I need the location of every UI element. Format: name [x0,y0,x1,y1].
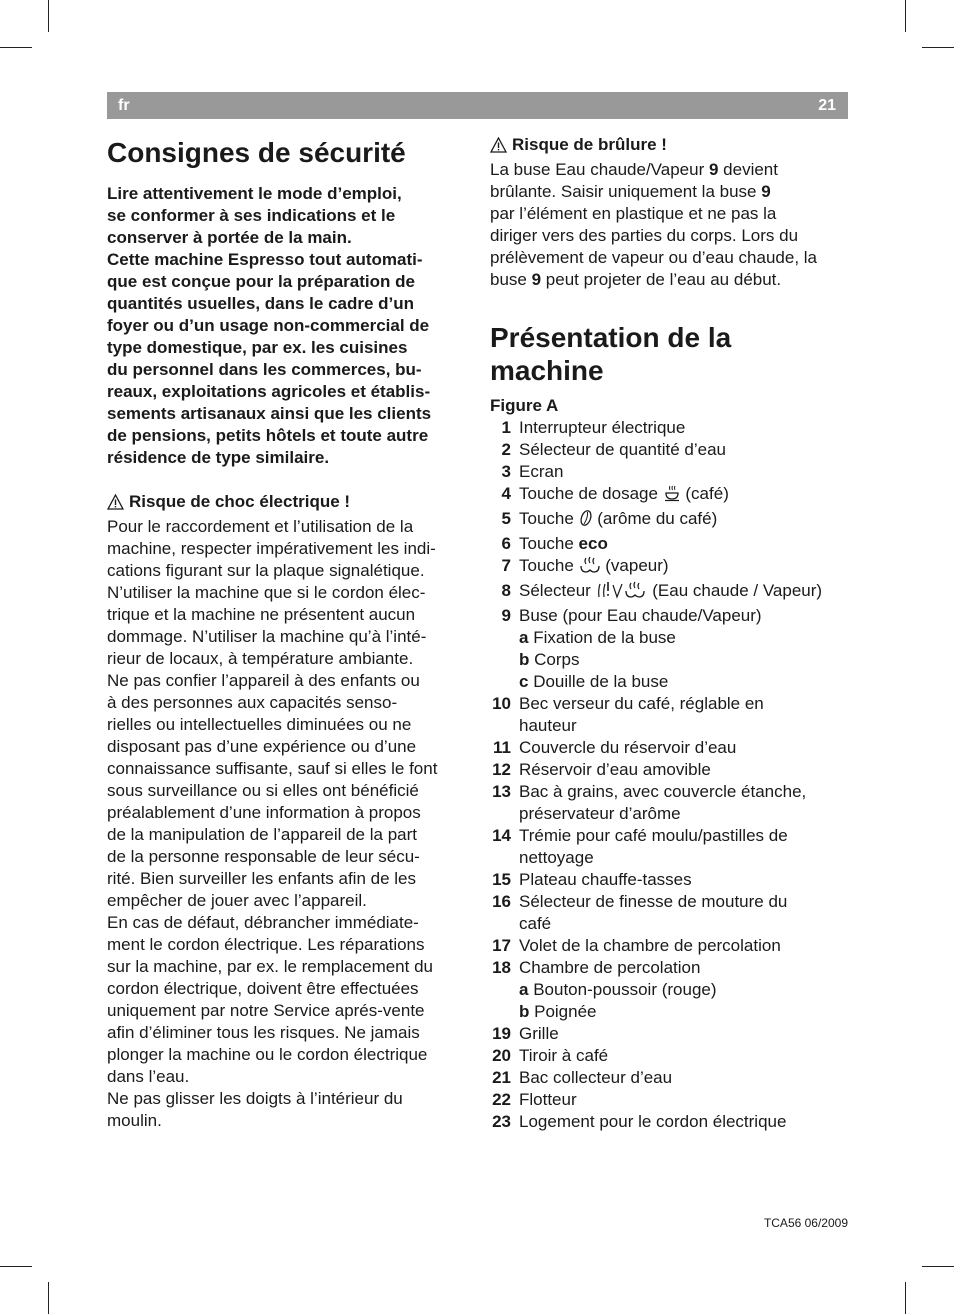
part-label [519,957,850,1023]
part-label [519,891,850,935]
part-label: Touche (arôme du café) [519,508,850,533]
text-line: Pour le raccordement et l’utilisation de la [107,517,414,536]
part-label [519,737,850,759]
text-line: Cette machine Espresso tout automati- [107,250,423,269]
text-line: de pensions, petits hôtels et toute autre [107,426,429,445]
crop-mark [0,1266,32,1267]
part-number: 12 [492,760,511,779]
part-number: 7 [501,556,511,575]
text-line: empêcher de jouer avec l’appareil. [107,891,367,910]
safety-title: Consignes de sécurité [107,137,406,168]
safety-intro [107,183,467,469]
part-number: 4 [501,484,511,503]
part-label [519,1045,850,1067]
part-item [490,891,850,935]
crop-mark [905,1282,906,1314]
warning-triangle-icon [490,137,507,159]
text-line: rielles ou intellectuelles diminuées ou ne [107,715,412,734]
text-line: à des personnes aux capacités senso- [107,693,398,712]
text-line: Ne pas glisser les doigts à l’intérieur du [107,1089,403,1108]
language-code: fr [118,97,130,114]
figure-label: Figure A [490,396,559,415]
part-number: 17 [492,936,511,955]
shock-warning-label: Risque de choc électrique ! [129,492,351,511]
text-line: de la personne responsable de leur sécu- [107,847,420,866]
part-item [490,533,850,555]
part-label [519,439,850,461]
text-line: disposant pas d’une expérience ou d’une [107,737,417,756]
part-item [490,759,850,781]
part-number: 13 [492,782,511,801]
part-number: 8 [501,581,511,600]
crop-mark [922,47,954,48]
coffee-cup-icon [663,484,681,508]
text-line: conserver à portée de la main. [107,228,352,247]
part-label-text: Tiroir à café [519,1046,609,1065]
text-line: préalablement d’une information à propos [107,803,421,822]
text-line: rieur de locaux, à température ambiante. [107,649,414,668]
part-label-text: Couvercle du réservoir d’eau [519,738,737,757]
part-label [519,1111,850,1133]
part-number: 15 [492,870,511,889]
text-line: prélèvement de vapeur ou d’eau chaude, la [490,248,818,267]
text-line: foyer ou d’un usage non-commercial de [107,316,430,335]
part-label [519,461,850,483]
page-number: 21 [818,97,836,114]
part-subitem-letter: b [519,1002,530,1021]
part-item [490,957,850,1023]
right-column [490,134,850,1133]
text-line: par l’élément en plastique et ne pas la [490,204,777,223]
text-line: machine, respecter impérativement les indi- [107,539,436,558]
crop-mark [48,1282,49,1314]
text-line: diriger vers des parties du corps. Lors du [490,226,799,245]
text-line: sur la machine, par ex. le remplacement du [107,957,433,976]
text-line: moulin. [107,1111,162,1130]
water-steam-icon [596,581,648,605]
crop-mark [0,47,32,48]
text-line: de la manipulation de l’appareil de la part [107,825,417,844]
text-line: ment le cordon électrique. Les réparations [107,935,425,954]
part-label-line: Bac à grains, avec couvercle étanche, [519,782,807,801]
part-item [490,417,850,439]
part-label: Touche de dosage (café) [519,483,850,508]
reference-number: 9 [531,270,542,289]
part-item [490,869,850,891]
part-subitem-letter: a [519,628,529,647]
part-number: 11 [493,738,511,757]
text-line: sous surveillance ou si elles ont bénéficié [107,781,419,800]
part-item [490,580,850,605]
part-label-text: Plateau chauffe-tasses [519,870,692,889]
part-number: 22 [492,1090,511,1109]
part-label-text: Buse (pour Eau chaude/Vapeur) [519,606,762,625]
part-item [490,737,850,759]
text-line: cations figurant sur la plaque signalétique. [107,561,425,580]
reference-number: 9 [708,160,719,179]
part-number: 5 [501,509,511,528]
part-item [490,1045,850,1067]
text-line: type domestique, par ex. les cuisines [107,338,408,357]
part-number: 9 [501,606,511,625]
part-item [490,461,850,483]
part-label-text: Volet de la chambre de percolation [519,936,781,955]
part-label-line: Trémie pour café moulu/pastilles de [519,826,788,845]
part-label-text: Ecran [519,462,564,481]
text-line: En cas de défaut, débrancher immédiate- [107,913,419,932]
coffee-bean-icon [579,509,593,533]
text-line: plonger la machine ou le cordon électrique [107,1045,428,1064]
text-line: cordon électrique, doivent être effectuées [107,979,419,998]
crop-mark [48,0,49,32]
part-item [490,483,850,508]
steam-icon [579,556,601,580]
document-footer: TCA56 06/2009 [763,1216,848,1230]
part-subitem: b Poignée [519,1002,597,1021]
part-label: Touche (vapeur) [519,555,850,580]
text-line: dommage. N’utiliser la machine qu’à l’inté- [107,627,427,646]
left-column [107,134,467,1132]
part-label-text: Chambre de percolation [519,958,701,977]
text-line: connaissance suffisante, sauf si elles le font [107,759,438,778]
part-bold-label: eco [578,534,608,553]
burn-warning-text [490,159,850,291]
part-number: 10 [492,694,511,713]
part-item [490,1111,850,1133]
text-line: buse 9 peut projeter de l’eau au début. [490,270,782,289]
part-subitem: a Fixation de la buse [519,628,676,647]
part-subitem-letter: b [519,650,530,669]
part-label-line: Sélecteur de finesse de mouture du [519,892,788,911]
part-number: 20 [492,1046,511,1065]
burn-warning-heading [490,134,850,159]
shock-warning-heading [107,491,467,516]
part-subitem: a Bouton-poussoir (rouge) [519,980,717,999]
presentation-title: Présentation de la machine [490,322,732,386]
part-item [490,439,850,461]
part-label [519,935,850,957]
parts-list [490,417,850,1133]
part-label [519,1067,850,1089]
burn-warning-label: Risque de brûlure ! [512,135,667,154]
part-label-text: Logement pour le cordon électrique [519,1112,787,1131]
part-label [519,605,850,693]
text-line: dans l’eau. [107,1067,190,1086]
part-item [490,1023,850,1045]
part-label-text: Sélecteur de quantité d’eau [519,440,726,459]
text-line: se conformer à ses indications et le [107,206,396,225]
part-label-text: Interrupteur électrique [519,418,686,437]
part-item [490,935,850,957]
part-label-text: Réservoir d’eau amovible [519,760,711,779]
part-label-line: nettoyage [519,848,594,867]
part-number: 3 [501,462,511,481]
text-line: résidence de type similaire. [107,448,330,467]
part-label [519,693,850,737]
text-line: quantités usuelles, dans le cadre d’un [107,294,415,313]
crop-mark [905,0,906,32]
text-line: Lire attentivement le mode d’emploi, [107,184,402,203]
part-subitem: c Douille de la buse [519,672,669,691]
part-label-line: café [519,914,552,933]
part-subitem-letter: a [519,980,529,999]
part-item [490,1089,850,1111]
part-label [519,869,850,891]
part-label-text: Flotteur [519,1090,577,1109]
part-number: 16 [492,892,511,911]
text-line: N’utiliser la machine que si le cordon élec- [107,583,426,602]
part-label-line: hauteur [519,716,577,735]
part-item [490,781,850,825]
text-line: uniquement par notre Service aprés-vente [107,1001,425,1020]
part-number: 14 [492,826,511,845]
reference-number: 9 [761,182,771,201]
part-item [490,825,850,869]
crop-mark [922,1266,954,1267]
part-item [490,508,850,533]
part-label [519,417,850,439]
part-label-line: préservateur d’arôme [519,804,681,823]
part-label: Touche eco [519,534,608,553]
part-label [519,781,850,825]
part-item [490,1067,850,1089]
part-number: 1 [501,418,511,437]
part-label-text: Grille [519,1024,559,1043]
text-line: brûlante. Saisir uniquement la buse 9 [490,182,771,201]
part-number: 2 [501,440,511,459]
part-label [519,759,850,781]
part-number: 6 [501,534,511,553]
text-line: reaux, exploitations agricoles et établis- [107,382,431,401]
text-line: La buse Eau chaude/Vapeur 9 devient [490,160,778,179]
part-subitem-letter: c [519,672,529,691]
shock-warning-text [107,516,467,1132]
part-number: 23 [492,1112,511,1131]
text-line: trique et la machine ne présentent aucun [107,605,416,624]
part-label [519,825,850,869]
text-line: du personnel dans les commerces, bu- [107,360,422,379]
part-item [490,555,850,580]
page-header-bar [107,92,848,119]
text-line: afin d’éliminer tous les risques. Ne jamais [107,1023,420,1042]
part-label-text: Bac collecteur d’eau [519,1068,673,1087]
text-line: sements artisanaux ainsi que les clients [107,404,432,423]
part-label [519,1089,850,1111]
part-label [519,1023,850,1045]
part-number: 21 [492,1068,511,1087]
text-line: que est conçue pour la préparation de [107,272,415,291]
part-subitem: b Corps [519,650,580,669]
part-number: 19 [492,1024,511,1043]
part-number: 18 [492,958,511,977]
part-item [490,605,850,693]
part-item [490,693,850,737]
part-label-line: Bec verseur du café, réglable en [519,694,764,713]
text-line: Ne pas confier l’appareil à des enfants ou [107,671,420,690]
part-label: Sélecteur (Eau chaude / Vapeur) [519,580,850,605]
text-line: rité. Bien surveiller les enfants afin de les [107,869,416,888]
warning-triangle-icon [107,494,124,516]
